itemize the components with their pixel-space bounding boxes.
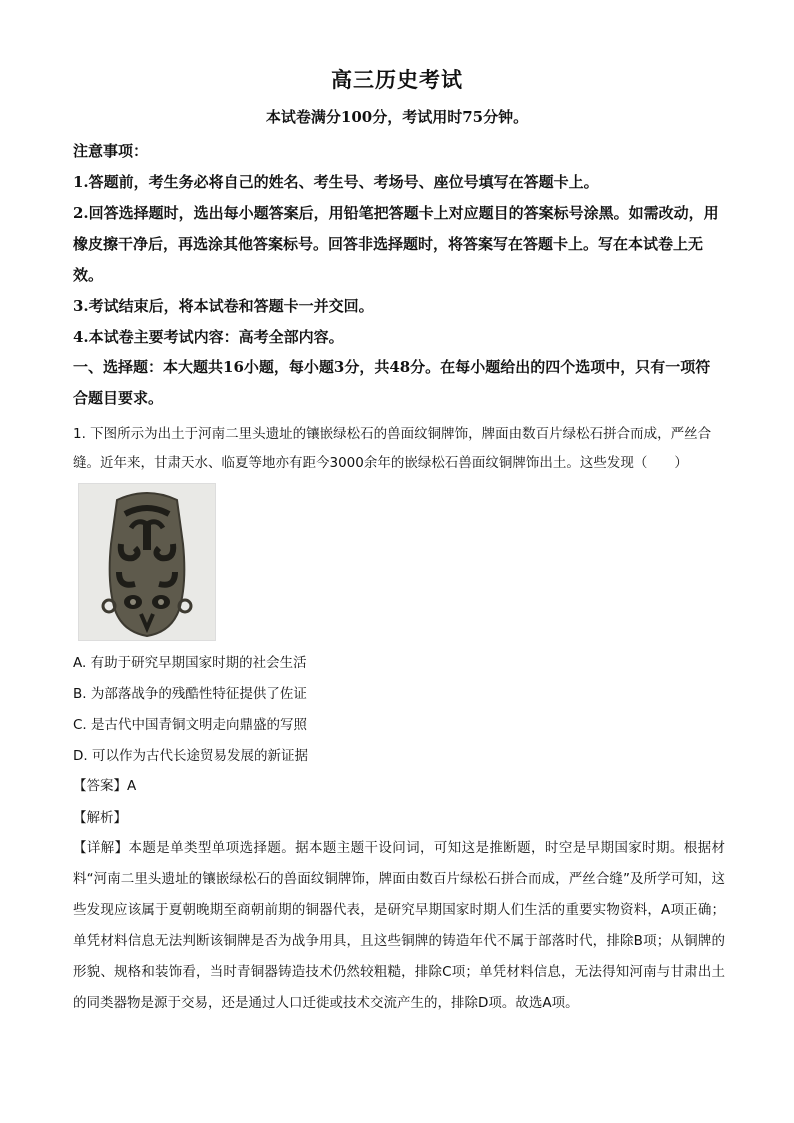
option-a: A. 有助于研究早期国家时期的社会生活 (73, 655, 307, 671)
analysis-detail: 【详解】本题是单类型单项选择题。据本题主题干设问词，可知这是推断题，时空是早期国家时期。根据材料“河南二里头遗址的镶嵌绿松石的兽面纹铜牌饰，牌面由数百片绿松石拼合而成，严丝合缝”及所学可知，这些发现应该属于夏朝晚期至商朝前期的铜器代表，是研究早期国家时期人们生活的重要实物资料，A项正确；单凭材料信息无法判断该铜牌是否为战争用具，且这些铜牌的铸造年代不属于部落时代，排除B项；从铜牌的形貌、规格和装饰看，当时青铜器铸造技术仍然较粗糙，排除C项；单凭材料信息，无法得知河南与甘肃出土的同类器物是源于交易，还是通过人口迁徙或技术交流产生的，排除D项。故选A项。 (73, 840, 725, 1011)
answer-label: 【答案】A (73, 778, 137, 794)
options-list (73, 648, 725, 772)
option-c: C. 是古代中国青铜文明走向鼎盛的写照 (73, 717, 308, 733)
option-b: B. 为部落战争的残酷性特征提供了佐证 (73, 686, 307, 702)
analysis-label: 【解析】 (73, 810, 127, 826)
section-heading: 一、选择题：本大题共16小题，每小题3分，共48分。在每小题给出的四个选项中，只有一项符合题目要求。 (73, 358, 711, 407)
notes-heading: 注意事项： (73, 142, 149, 160)
exam-subtitle: 本试卷满分100分，考试用时75分钟。 (265, 108, 529, 126)
bronze-plaque-illustration (79, 484, 215, 640)
notes-item: 1.答题前，考生务必将自己的姓名、考生号、考场号、座位号填写在答题卡上。 (73, 173, 599, 191)
bronze-plaque-image (78, 483, 216, 641)
notes-item: 2.回答选择题时，选出每小题答案后，用铅笔把答题卡上对应题目的答案标号涂黑。如需改动，用橡皮擦干净后，再选涂其他答案标号。回答非选择题时，将答案写在答题卡上。写在本试卷上无效。 (73, 204, 719, 284)
notes-section (73, 136, 725, 353)
page-title: 高三历史考试 (331, 67, 463, 92)
notes-item: 4.本试卷主要考试内容：高考全部内容。 (73, 328, 344, 346)
notes-item: 3.考试结束后，将本试卷和答题卡一并交回。 (73, 297, 374, 315)
question-stem: 1. 下图所示为出土于河南二里头遗址的镶嵌绿松石的兽面纹铜牌饰，牌面由数百片绿松石拼合而成，严丝合缝。近年来，甘肃天水、临夏等地亦有距今3000余年的嵌绿松石兽面纹铜牌饰出土。这些发现（ ） (73, 426, 712, 471)
option-d: D. 可以作为古代长途贸易发展的新证据 (73, 748, 308, 764)
